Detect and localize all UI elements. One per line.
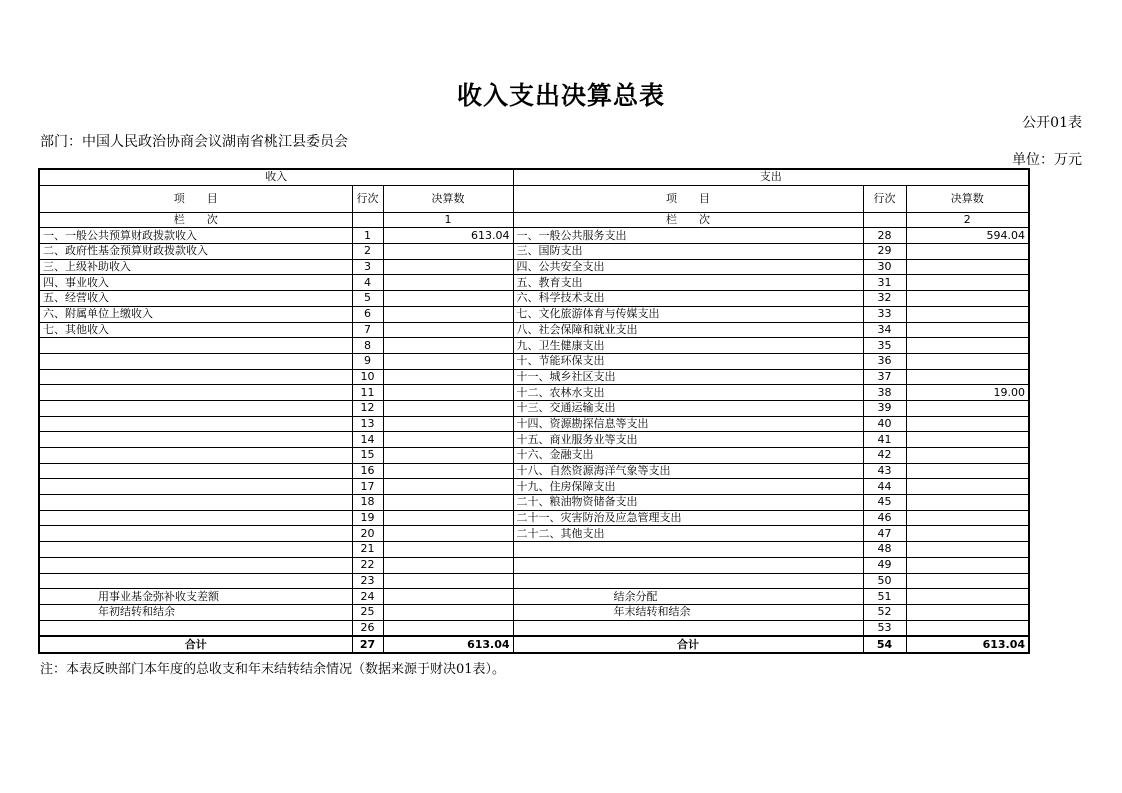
table-row bbox=[39, 479, 1029, 495]
expense-item-cell: 八、社会保障和就业支出 bbox=[513, 322, 863, 338]
expense-line-no-cell: 35 bbox=[863, 338, 906, 354]
income-total-label: 合计 bbox=[39, 636, 352, 653]
expense-amount-cell: 19.00 bbox=[906, 385, 1029, 401]
expense-item-cell: 三、国防支出 bbox=[513, 244, 863, 260]
income-item-cell: 六、附属单位上缴收入 bbox=[39, 306, 352, 322]
expense-line-no-cell: 41 bbox=[863, 432, 906, 448]
income-line-no-cell: 24 bbox=[352, 589, 383, 605]
table-row bbox=[39, 620, 1029, 636]
table-row bbox=[39, 589, 1029, 605]
income-item-cell bbox=[39, 557, 352, 573]
income-amount-cell: 613.04 bbox=[383, 228, 513, 244]
expense-amount-cell bbox=[906, 542, 1029, 558]
expense-amount-cell bbox=[906, 432, 1029, 448]
income-amount-cell bbox=[383, 463, 513, 479]
expense-amount-header: 决算数 bbox=[906, 185, 1029, 212]
expense-amount-cell bbox=[906, 463, 1029, 479]
income-amount-cell bbox=[383, 322, 513, 338]
expense-line-no-cell: 32 bbox=[863, 291, 906, 307]
expense-line-no-cell: 45 bbox=[863, 495, 906, 511]
expense-amount-cell bbox=[906, 338, 1029, 354]
income-item-cell bbox=[39, 542, 352, 558]
expense-item-cell bbox=[513, 557, 863, 573]
expense-line-no-header: 行次 bbox=[863, 185, 906, 212]
expense-amount-cell bbox=[906, 322, 1029, 338]
income-item-cell bbox=[39, 495, 352, 511]
income-line-no-cell: 8 bbox=[352, 338, 383, 354]
expense-item-cell: 九、卫生健康支出 bbox=[513, 338, 863, 354]
income-item-cell bbox=[39, 573, 352, 589]
income-line-no-cell: 17 bbox=[352, 479, 383, 495]
income-item-cell bbox=[39, 620, 352, 636]
income-amount-cell bbox=[383, 432, 513, 448]
income-line-no-cell: 3 bbox=[352, 259, 383, 275]
table-row bbox=[39, 275, 1029, 291]
income-amount-cell bbox=[383, 306, 513, 322]
income-amount-cell bbox=[383, 353, 513, 369]
column-header-row bbox=[39, 185, 1029, 212]
income-line-no-cell: 19 bbox=[352, 510, 383, 526]
expense-item-cell: 二十、粮油物资储备支出 bbox=[513, 495, 863, 511]
income-line-no-cell: 2 bbox=[352, 244, 383, 260]
expense-line-no-cell: 44 bbox=[863, 479, 906, 495]
expense-amount-cell bbox=[906, 620, 1029, 636]
expense-item-cell: 十六、金融支出 bbox=[513, 448, 863, 464]
expense-item-cell: 十、节能环保支出 bbox=[513, 353, 863, 369]
table-row bbox=[39, 244, 1029, 260]
income-item-cell bbox=[39, 400, 352, 416]
expense-line-no-cell: 30 bbox=[863, 259, 906, 275]
income-amount-cell bbox=[383, 604, 513, 620]
table-row bbox=[39, 322, 1029, 338]
expense-line-no-cell: 38 bbox=[863, 385, 906, 401]
expense-item-cell: 七、文化旅游体育与传媒支出 bbox=[513, 306, 863, 322]
expense-item-cell: 二十二、其他支出 bbox=[513, 526, 863, 542]
income-item-cell bbox=[39, 353, 352, 369]
expense-header: 支出 bbox=[513, 169, 1029, 185]
income-line-no-cell: 22 bbox=[352, 557, 383, 573]
income-amount-cell bbox=[383, 291, 513, 307]
table-row bbox=[39, 526, 1029, 542]
income-item-cell bbox=[39, 510, 352, 526]
expense-line-no-cell: 53 bbox=[863, 620, 906, 636]
income-line-no-cell: 16 bbox=[352, 463, 383, 479]
income-amount-cell bbox=[383, 620, 513, 636]
income-amount-cell bbox=[383, 526, 513, 542]
expense-item-cell: 十四、资源勘探信息等支出 bbox=[513, 416, 863, 432]
expense-amount-cell: 594.04 bbox=[906, 228, 1029, 244]
expense-line-no-cell: 49 bbox=[863, 557, 906, 573]
expense-item-cell: 十三、交通运输支出 bbox=[513, 400, 863, 416]
table-row bbox=[39, 353, 1029, 369]
table-row bbox=[39, 510, 1029, 526]
expense-line-no-cell: 42 bbox=[863, 448, 906, 464]
income-item-cell bbox=[39, 448, 352, 464]
expense-amount-cell bbox=[906, 495, 1029, 511]
income-amount-cell bbox=[383, 338, 513, 354]
income-total-amount: 613.04 bbox=[383, 636, 513, 653]
table-row bbox=[39, 463, 1029, 479]
table-row bbox=[39, 338, 1029, 354]
income-amount-cell bbox=[383, 448, 513, 464]
expense-item-cell: 十八、自然资源海洋气象等支出 bbox=[513, 463, 863, 479]
table-row bbox=[39, 557, 1029, 573]
expense-line-no-cell: 46 bbox=[863, 510, 906, 526]
table-row bbox=[39, 416, 1029, 432]
income-line-no-cell: 5 bbox=[352, 291, 383, 307]
income-amount-cell bbox=[383, 369, 513, 385]
expense-line-no-cell: 37 bbox=[863, 369, 906, 385]
expense-line-no-cell: 40 bbox=[863, 416, 906, 432]
expense-amount-cell bbox=[906, 244, 1029, 260]
expense-amount-cell bbox=[906, 604, 1029, 620]
expense-column-label: 栏 次 bbox=[513, 212, 863, 228]
expense-amount-cell bbox=[906, 557, 1029, 573]
income-amount-cell bbox=[383, 495, 513, 511]
expense-item-cell: 一、一般公共服务支出 bbox=[513, 228, 863, 244]
table-row bbox=[39, 228, 1029, 244]
income-item-cell: 五、经营收入 bbox=[39, 291, 352, 307]
income-item-header: 项 目 bbox=[39, 185, 352, 212]
income-item-cell: 七、其他收入 bbox=[39, 322, 352, 338]
income-line-no-cell: 1 bbox=[352, 228, 383, 244]
expense-amount-cell bbox=[906, 259, 1029, 275]
expense-amount-cell bbox=[906, 573, 1029, 589]
table-row bbox=[39, 542, 1029, 558]
expense-line-no-cell: 43 bbox=[863, 463, 906, 479]
income-item-cell: 年初结转和结余 bbox=[39, 604, 352, 620]
income-line-no-header: 行次 bbox=[352, 185, 383, 212]
expense-line-no-cell: 36 bbox=[863, 353, 906, 369]
income-item-cell: 二、政府性基金预算财政拨款收入 bbox=[39, 244, 352, 260]
income-line-no-cell: 20 bbox=[352, 526, 383, 542]
expense-line-no-cell: 28 bbox=[863, 228, 906, 244]
unit-label: 单位：万元 bbox=[1012, 152, 1082, 168]
income-amount-cell bbox=[383, 259, 513, 275]
expense-line-no-cell: 34 bbox=[863, 322, 906, 338]
income-item-cell: 四、事业收入 bbox=[39, 275, 352, 291]
expense-item-cell: 年末结转和结余 bbox=[513, 604, 863, 620]
table-row bbox=[39, 573, 1029, 589]
income-amount-cell bbox=[383, 510, 513, 526]
income-amount-cell bbox=[383, 400, 513, 416]
income-line-no-cell: 4 bbox=[352, 275, 383, 291]
income-line-no-cell: 12 bbox=[352, 400, 383, 416]
expense-item-cell: 六、科学技术支出 bbox=[513, 291, 863, 307]
expense-amount-cell bbox=[906, 416, 1029, 432]
income-line-no-cell: 15 bbox=[352, 448, 383, 464]
expense-amount-cell bbox=[906, 510, 1029, 526]
income-amount-cell bbox=[383, 542, 513, 558]
income-amount-cell bbox=[383, 385, 513, 401]
expense-line-no-cell: 51 bbox=[863, 589, 906, 605]
income-amount-cell bbox=[383, 244, 513, 260]
income-amount-header: 决算数 bbox=[383, 185, 513, 212]
expense-item-cell: 二十一、灾害防治及应急管理支出 bbox=[513, 510, 863, 526]
table-row bbox=[39, 385, 1029, 401]
expense-amount-cell bbox=[906, 291, 1029, 307]
expense-item-cell: 四、公共安全支出 bbox=[513, 259, 863, 275]
expense-total-label: 合计 bbox=[513, 636, 863, 653]
column-number-row bbox=[39, 212, 1029, 228]
total-row bbox=[39, 636, 1029, 653]
expense-amount-cell bbox=[906, 589, 1029, 605]
income-item-cell bbox=[39, 385, 352, 401]
income-item-cell bbox=[39, 463, 352, 479]
expense-total-line-no: 54 bbox=[863, 636, 906, 653]
expense-line-no-cell: 29 bbox=[863, 244, 906, 260]
expense-line-no-cell: 33 bbox=[863, 306, 906, 322]
income-line-no-cell: 14 bbox=[352, 432, 383, 448]
income-item-cell bbox=[39, 432, 352, 448]
table-row bbox=[39, 448, 1029, 464]
expense-item-cell: 十一、城乡社区支出 bbox=[513, 369, 863, 385]
income-header: 收入 bbox=[39, 169, 513, 185]
expense-amount-cell bbox=[906, 400, 1029, 416]
income-item-cell bbox=[39, 479, 352, 495]
income-amount-cell bbox=[383, 416, 513, 432]
income-line-no-cell: 11 bbox=[352, 385, 383, 401]
page-title: 收入支出决算总表 bbox=[456, 81, 665, 110]
income-expense-table bbox=[38, 168, 1030, 654]
form-code: 公开01表 bbox=[1022, 115, 1082, 131]
income-line-no-cell: 21 bbox=[352, 542, 383, 558]
expense-line-no-cell: 47 bbox=[863, 526, 906, 542]
table-row bbox=[39, 369, 1029, 385]
expense-amount-cell bbox=[906, 369, 1029, 385]
expense-item-cell: 十五、商业服务业等支出 bbox=[513, 432, 863, 448]
income-item-cell: 三、上级补助收入 bbox=[39, 259, 352, 275]
income-line-no-cell: 18 bbox=[352, 495, 383, 511]
table-row bbox=[39, 432, 1029, 448]
expense-amount-cell bbox=[906, 448, 1029, 464]
income-column-number: 1 bbox=[383, 212, 513, 228]
table-row bbox=[39, 259, 1029, 275]
expense-line-no-cell: 52 bbox=[863, 604, 906, 620]
expense-item-header: 项 目 bbox=[513, 185, 863, 212]
income-line-no-cell: 25 bbox=[352, 604, 383, 620]
footnote: 注：本表反映部门本年度的总收支和年末结转结余情况（数据来源于财决01表）。 bbox=[40, 662, 506, 677]
income-item-cell bbox=[39, 338, 352, 354]
expense-item-cell bbox=[513, 542, 863, 558]
expense-item-cell bbox=[513, 573, 863, 589]
expense-amount-cell bbox=[906, 526, 1029, 542]
table-row bbox=[39, 604, 1029, 620]
income-line-no-blank bbox=[352, 212, 383, 228]
expense-item-cell: 结余分配 bbox=[513, 589, 863, 605]
income-line-no-cell: 23 bbox=[352, 573, 383, 589]
income-item-cell bbox=[39, 526, 352, 542]
expense-line-no-cell: 31 bbox=[863, 275, 906, 291]
expense-amount-cell bbox=[906, 479, 1029, 495]
income-line-no-cell: 26 bbox=[352, 620, 383, 636]
table-row bbox=[39, 306, 1029, 322]
expense-line-no-cell: 50 bbox=[863, 573, 906, 589]
income-amount-cell bbox=[383, 275, 513, 291]
income-line-no-cell: 6 bbox=[352, 306, 383, 322]
table-row bbox=[39, 495, 1029, 511]
expense-amount-cell bbox=[906, 306, 1029, 322]
section-header-row bbox=[39, 169, 1029, 185]
income-line-no-cell: 13 bbox=[352, 416, 383, 432]
expense-line-no-cell: 39 bbox=[863, 400, 906, 416]
department-label: 部门：中国人民政治协商会议湖南省桃江县委员会 bbox=[40, 134, 348, 150]
expense-line-no-cell: 48 bbox=[863, 542, 906, 558]
income-amount-cell bbox=[383, 589, 513, 605]
expense-total-amount: 613.04 bbox=[906, 636, 1029, 653]
expense-item-cell: 十九、住房保障支出 bbox=[513, 479, 863, 495]
income-amount-cell bbox=[383, 479, 513, 495]
expense-item-cell bbox=[513, 620, 863, 636]
income-item-cell: 用事业基金弥补收支差额 bbox=[39, 589, 352, 605]
income-item-cell bbox=[39, 416, 352, 432]
expense-column-number: 2 bbox=[906, 212, 1029, 228]
income-amount-cell bbox=[383, 573, 513, 589]
expense-amount-cell bbox=[906, 353, 1029, 369]
expense-item-cell: 十二、农林水支出 bbox=[513, 385, 863, 401]
expense-amount-cell bbox=[906, 275, 1029, 291]
expense-item-cell: 五、教育支出 bbox=[513, 275, 863, 291]
income-total-line-no: 27 bbox=[352, 636, 383, 653]
income-line-no-cell: 7 bbox=[352, 322, 383, 338]
table-row bbox=[39, 400, 1029, 416]
income-line-no-cell: 10 bbox=[352, 369, 383, 385]
income-column-label: 栏 次 bbox=[39, 212, 352, 228]
income-item-cell bbox=[39, 369, 352, 385]
income-line-no-cell: 9 bbox=[352, 353, 383, 369]
expense-line-no-blank bbox=[863, 212, 906, 228]
income-amount-cell bbox=[383, 557, 513, 573]
table-row bbox=[39, 291, 1029, 307]
income-item-cell: 一、一般公共预算财政拨款收入 bbox=[39, 228, 352, 244]
